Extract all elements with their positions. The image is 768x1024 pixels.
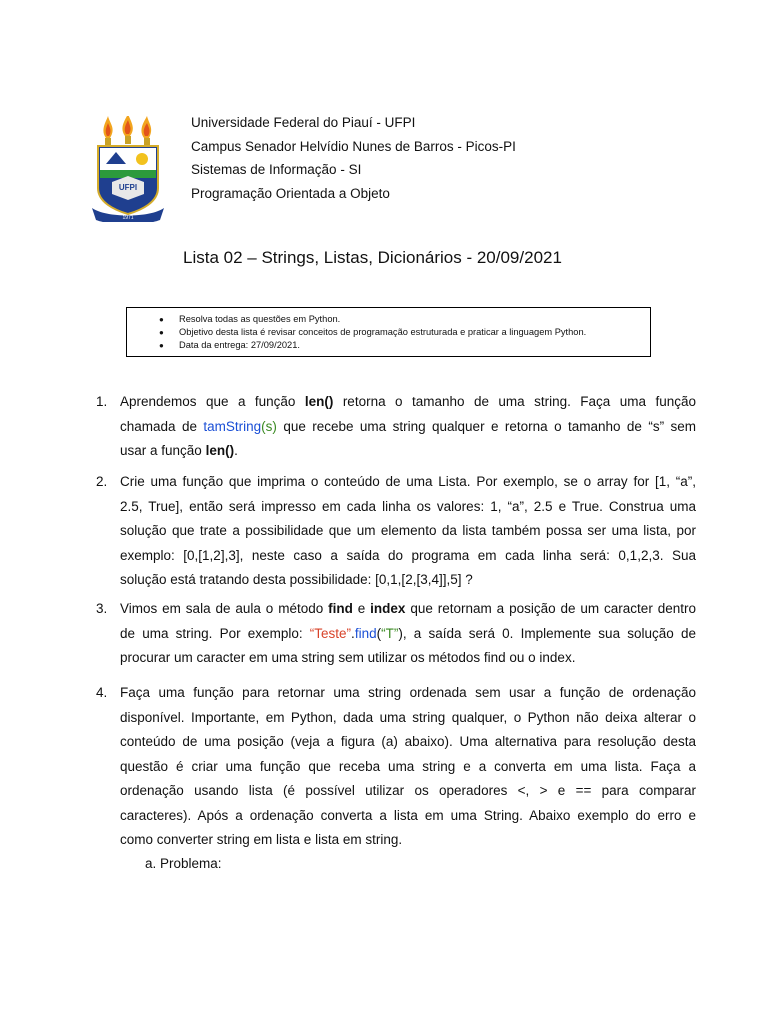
function-name: tamString xyxy=(203,418,262,434)
instructions-list xyxy=(127,308,650,352)
question-number: 3. xyxy=(96,601,108,616)
discipline-name: Programação Orientada a Objeto xyxy=(191,185,390,201)
bullet-icon: ● xyxy=(159,328,164,337)
instructions-box xyxy=(126,307,651,357)
question-number: 2. xyxy=(96,474,108,489)
logo-ufpi-text: UFPI xyxy=(118,183,138,192)
example-string: “Teste” xyxy=(309,625,352,641)
bullet-icon: ● xyxy=(159,315,164,324)
question-1 xyxy=(96,390,696,464)
bullet-icon: ● xyxy=(159,341,164,350)
question-2 xyxy=(96,470,696,593)
len-keyword: len() xyxy=(205,443,235,458)
instruction-text: Objetivo desta lista é revisar conceitos de programação estruturada e praticar a linguagem Python. xyxy=(179,327,587,337)
logo-year-text: 1971 xyxy=(122,215,134,221)
question-number: 4. xyxy=(96,685,108,700)
instruction-item xyxy=(127,339,650,352)
question-text: Vimos em sala de aula o método find e index que retornam a posição de um caracter dentro de uma string. Por exemplo: “Teste”.find(“T”), a saída será 0. Implemente sua solução de procurar um caracter em uma string sem utilizar os métodos find ou o index. xyxy=(120,601,696,665)
index-keyword: index xyxy=(370,601,406,616)
ufpi-logo xyxy=(92,116,164,222)
question-text: Crie uma função que imprima o conteúdo de uma Lista. Por exemplo, se o array for [1, “a”, 2.5, True], então será impresso em cada linha os valores: 1, “a”, 2.5 e True. Construa uma solução que trate a possibilidade que um elemento da lista também possa ser uma lista, por exemplo: [0,[1,2],3], neste caso a saída do programa em cada linha será: 0,1,2,3. Sua solução está tratando desta possibilidade: [0,1,[2,[3,4]],5] ? xyxy=(120,474,696,587)
university-name: Universidade Federal do Piauí - UFPI xyxy=(191,115,416,130)
example-method: find xyxy=(354,625,377,641)
course-name: Sistemas de Informação - SI xyxy=(191,162,362,177)
question-text: Faça uma função para retornar uma string ordenada sem usar a função de ordenação disponível. Importante, em Python, dada uma string qualquer, o Python não deixa alterar o conteúdo de uma posição (veja a figura (a) abaixo). Uma alternativa para resolução desta questão é criar uma função que receba uma string e a converta em uma lista. Faça a ordenação usando lista (é possível utilizar os operadores <, > e == para comparar caracteres). Após a ordenação converta a lista em uma String. Abaixo exemplo do erro e como converter string em lista e lista em string. xyxy=(120,685,696,847)
document-title: Lista 02 – Strings, Listas, Dicionários - 20/09/2021 xyxy=(183,248,562,267)
instruction-text: Data da entrega: 27/09/2021. xyxy=(179,340,300,350)
instruction-item xyxy=(127,326,650,339)
question-4 xyxy=(96,681,696,853)
find-keyword: find xyxy=(328,601,353,616)
question-text: Aprendemos que a função len() retorna o tamanho de uma string. Faça uma função chamada de tamString(s) que recebe uma string qualquer e retorna o tamanho de “s” sem usar a função len(). xyxy=(120,394,696,458)
instruction-item xyxy=(127,313,650,326)
question-3 xyxy=(96,597,696,671)
institution-header xyxy=(191,111,516,205)
instruction-text: Resolva todas as questões em Python. xyxy=(179,314,341,324)
campus-name: Campus Senador Helvídio Nunes de Barros - Picos-PI xyxy=(191,138,516,154)
function-arg: s xyxy=(265,418,273,434)
example-arg: “T” xyxy=(381,625,399,641)
len-keyword: len() xyxy=(304,394,334,409)
subitem-a-label: a. Problema: xyxy=(145,856,222,871)
question-number: 1. xyxy=(96,394,108,409)
